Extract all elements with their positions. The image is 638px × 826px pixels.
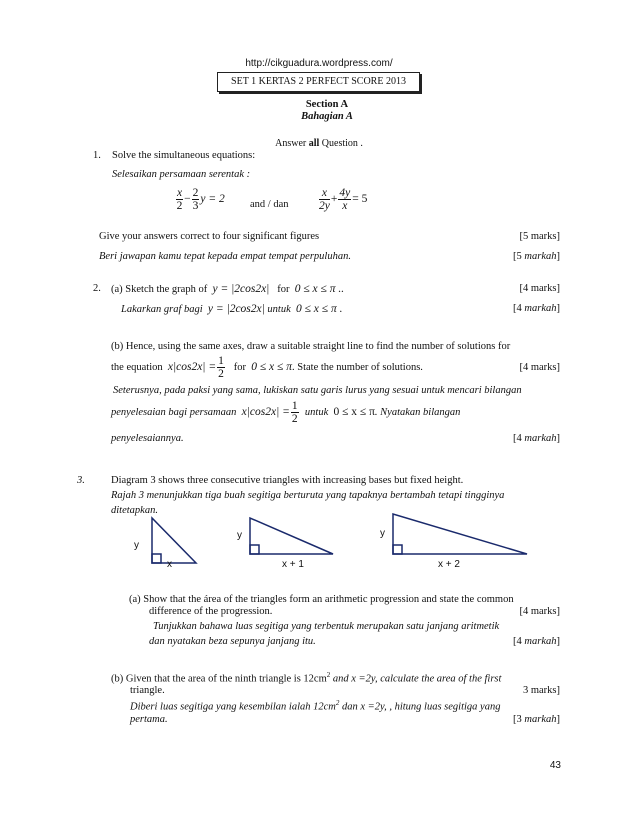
q3-b-en-1: (b) Given that the area of the ninth triangle is $12cm^2$ and x =2y, calculate the area of the first — [111, 671, 502, 685]
header-title-box — [217, 72, 420, 92]
q3-b-marks: 3 marks] — [522, 685, 560, 696]
q3-intro-en: Diagram 3 shows three consecutive triangles with increasing bases but fixed height. — [111, 475, 464, 486]
q3-intro-ms-2: ditetapkan. — [111, 505, 158, 516]
triangle-1 — [152, 518, 196, 563]
triangle-1-height-label: y — [134, 540, 139, 551]
q1-number: 1. — [93, 150, 101, 161]
q3-b-ms-2: pertama. — [130, 714, 168, 725]
q1-text-en: Solve the simultaneous equations: — [112, 150, 256, 161]
q2-a-en: (a) Sketch the graph of y = |2cos2x| for 0 ≤ x ≤ π .. — [111, 283, 345, 295]
triangle-2 — [250, 518, 333, 554]
q2-b-en-line1: (b) Hence, using the same axes, draw a suitable straight line to find the number of solutions for — [111, 341, 511, 352]
q3-a-ms-1: Tunjukkan bahawa luas segitiga yang terbentuk merupakan satu janjang aritmetik — [153, 621, 500, 632]
q2-a-marks: [4 marks] — [519, 283, 560, 294]
q3-a-en-2: difference of the progression. — [149, 606, 273, 617]
q3-b-ms-1: Diberi luas segitiga yang kesembilan ialah $12cm^2$ dan x =2y, , hitung luas segitiga yang — [130, 699, 501, 713]
q3-a-marks: [4 marks] — [519, 606, 560, 617]
triangle-1-base-label: x — [167, 559, 172, 570]
section-subtitle: Bahagian A — [301, 111, 353, 122]
q1-marks-ms: [5 markah] — [513, 251, 560, 262]
q1-give-en: Give your answers correct to four significant figures — [99, 231, 320, 242]
q1-text-ms: Selesaikan persamaan serentak : — [112, 169, 251, 180]
q1-give-ms: Beri jawapan kamu tepat kepada empat tempat perpuluhan. — [99, 251, 351, 262]
header-url: http://cikguadura.wordpress.com/ — [245, 58, 393, 69]
q2-a-ms-marks: [4 markah] — [513, 303, 560, 314]
q3-a-en-1: (a) Show that the área of the triangles form an arithmetic progression and state the common — [129, 594, 514, 605]
triangle-3-height-label: y — [380, 528, 385, 539]
q3-b-en-2: triangle. — [130, 685, 165, 696]
q2-b-marks: [4 marks] — [519, 362, 560, 373]
triangle-2-height-label: y — [237, 530, 242, 541]
q3-intro-ms-1: Rajah 3 menunjukkan tiga buah segitiga berturuta yang tapaknya bertambah tetapi tingginya — [111, 490, 505, 501]
section-instruction: Answer all Question . — [275, 138, 363, 149]
q2-number: 2. — [93, 283, 101, 294]
header-title: SET 1 KERTAS 2 PERFECT SCORE 2013 — [231, 76, 406, 87]
page-number: 43 — [549, 760, 561, 771]
q2-b-ms-line2: penyelesaian bagi persamaan x|cos2x| = $\frac{1}{2}$ untuk 0 ≤ x ≤ π. Nyatakan bilangan — [111, 400, 461, 426]
q2-a-ms: Lakarkan graf bagi y = |2cos2x| untuk 0 ≤ x ≤ π . — [121, 303, 343, 315]
q2-b-ms-line1: Seterusnya, pada paksi yang sama, lukiskan satu garis lurus yang sesuai untuk mencari bilangan — [113, 385, 522, 396]
q3-number: 3. — [77, 475, 85, 486]
q2-b-ms-line3: penyelesaiannya. — [111, 433, 184, 444]
section-title: Section A — [305, 99, 349, 110]
q2-b-ms-marks: [4 markah] — [513, 433, 560, 444]
q3-a-ms-marks: [4 markah] — [513, 636, 560, 647]
q3-b-ms-marks: [3 markah] — [513, 714, 560, 725]
triangle-3 — [393, 514, 527, 554]
q1-marks-en: [5 marks] — [519, 231, 560, 242]
q1-equation-2: $\frac{x}{2y}$ + $\frac{4y}{x}$ = 5 — [319, 187, 368, 213]
q2-b-en-line2: the equation x|cos2x| = $\frac{1}{2}$ for 0 ≤ x ≤ π. State the number of solutions. — [111, 355, 423, 381]
triangle-3-base-label: x + 2 — [438, 559, 460, 570]
triangle-2-base-label: x + 1 — [282, 559, 304, 570]
q3-a-ms-2: dan nyatakan beza sepunya janjang itu. — [149, 636, 316, 647]
q3-diagram — [0, 513, 638, 573]
q1-equation-1: $\frac{x}{2}$ − $\frac{2}{3}$ y = 2 — [176, 187, 225, 213]
q1-connector: and / dan — [250, 199, 289, 210]
